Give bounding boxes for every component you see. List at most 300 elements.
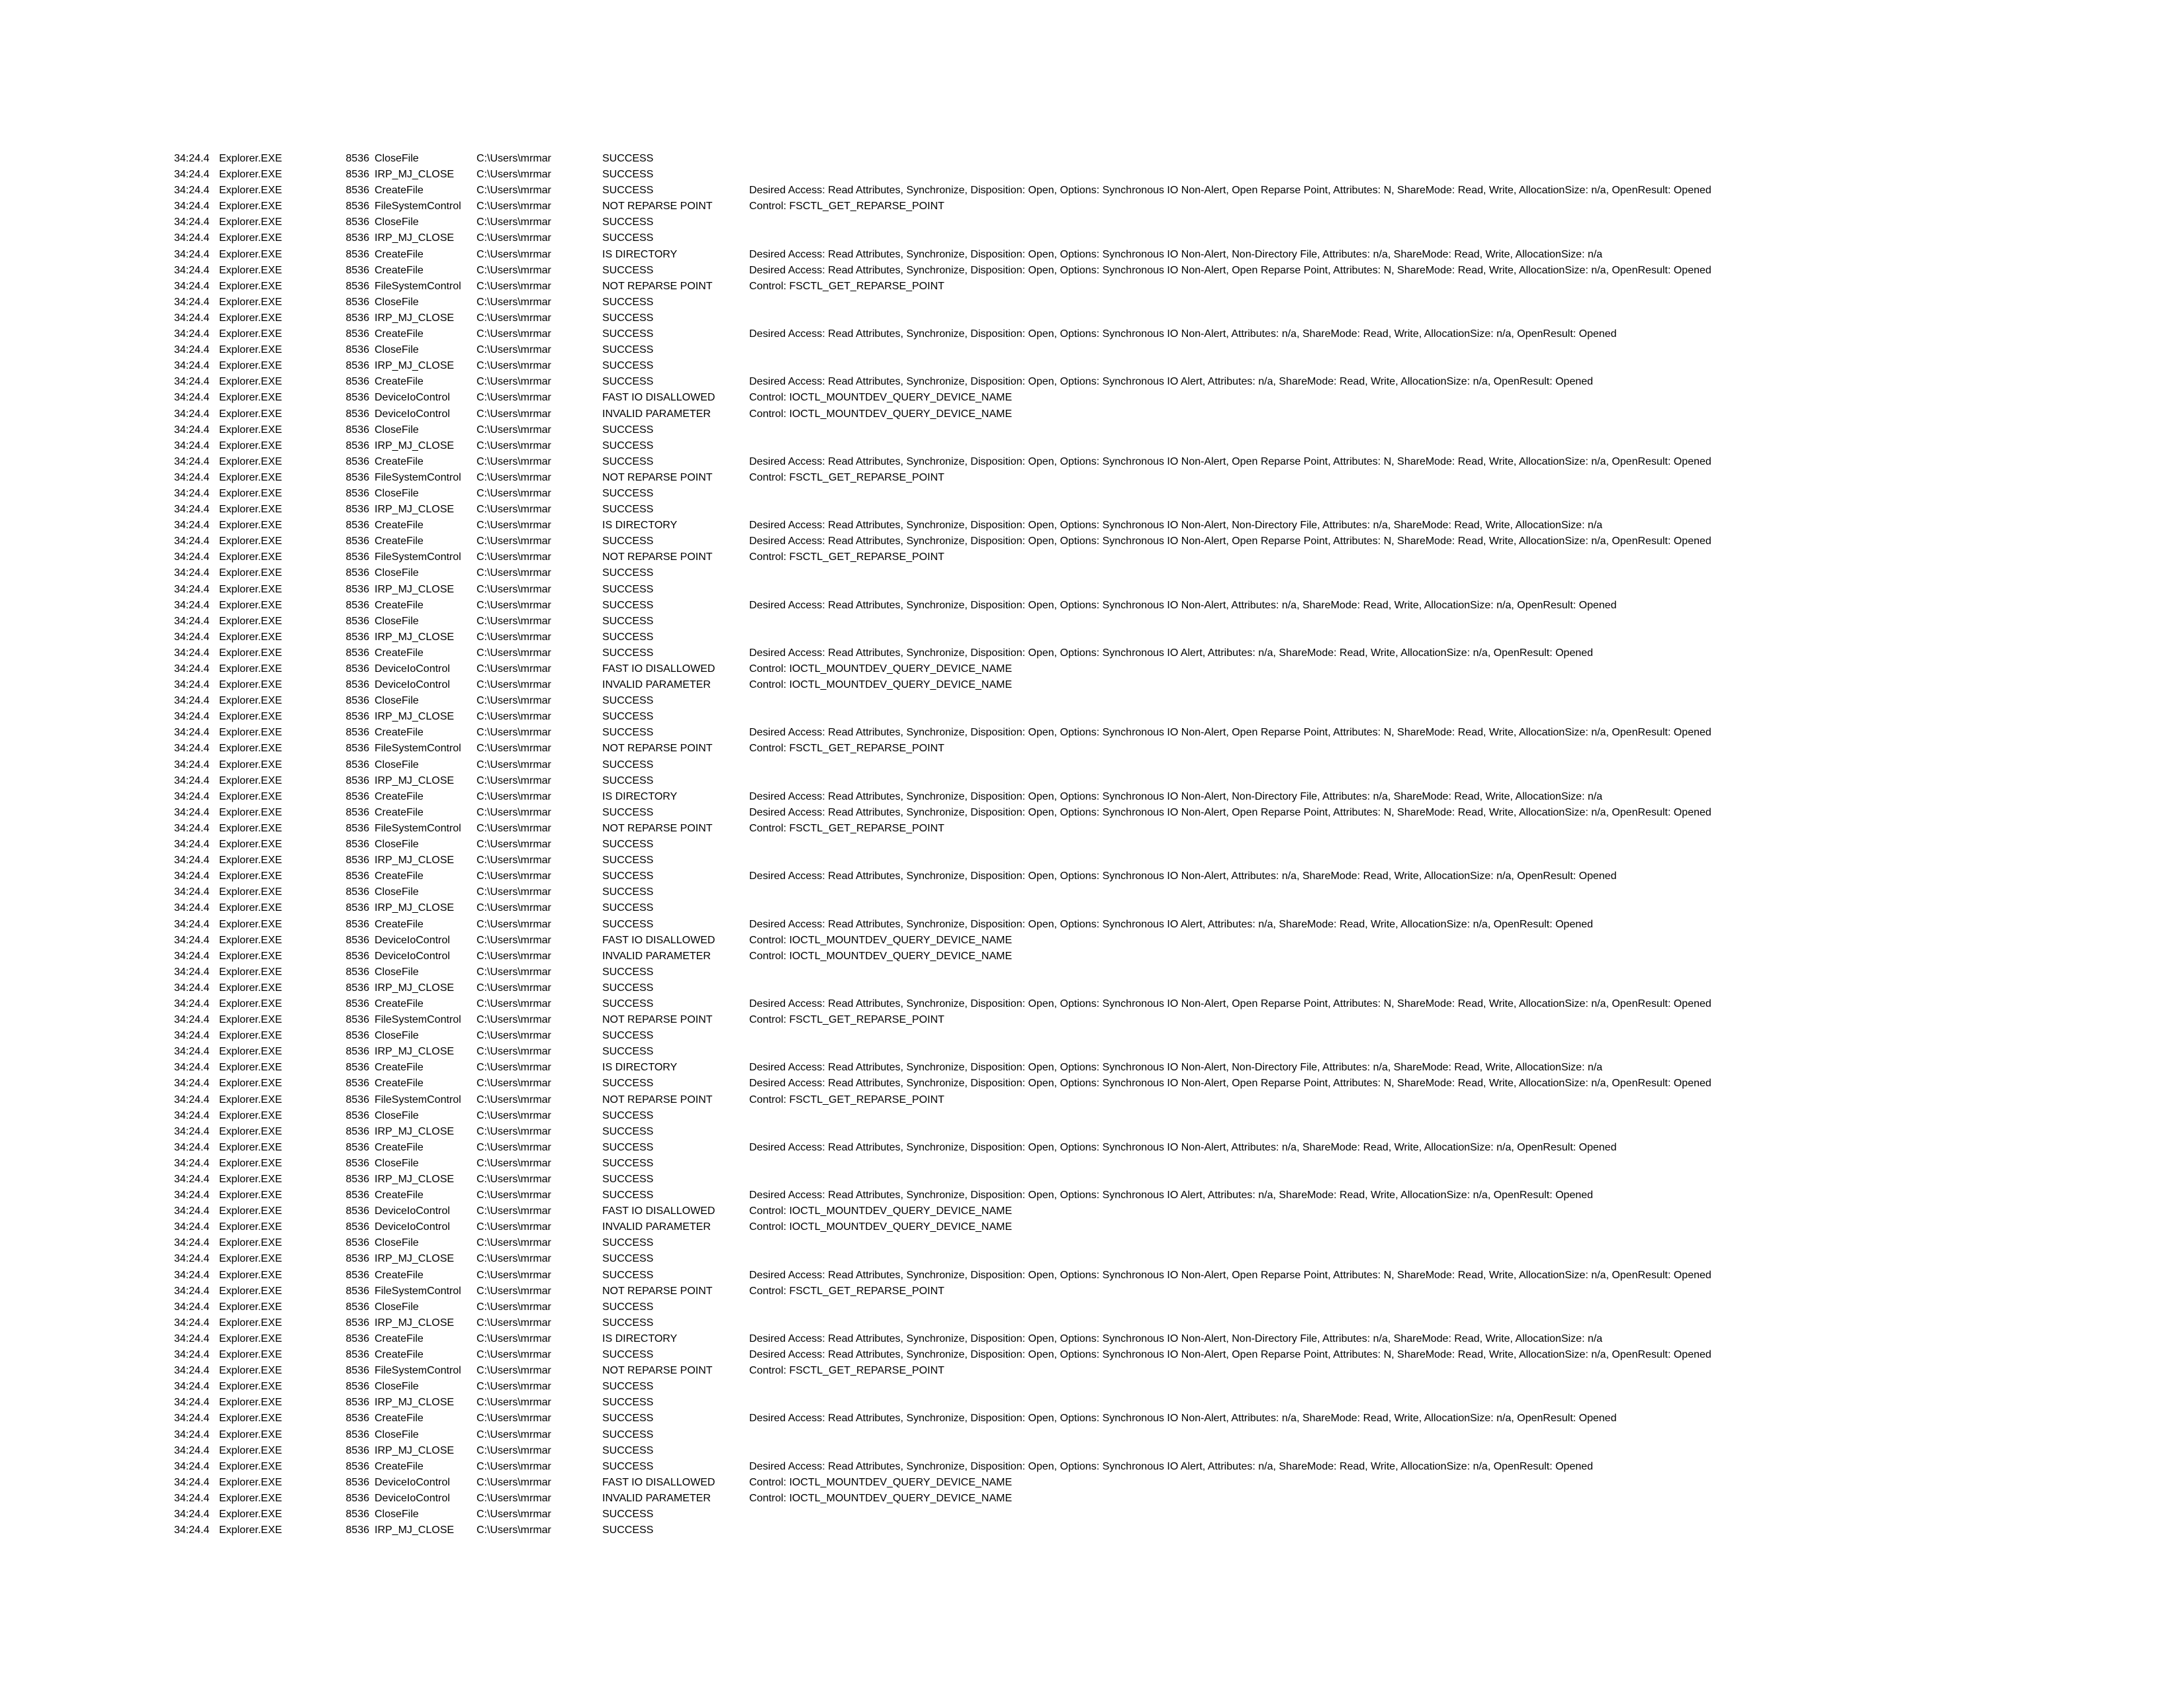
result-cell: SUCCESS <box>602 1157 654 1169</box>
operation-cell: CloseFile <box>375 1381 419 1393</box>
pid-cell: 8536 <box>345 1205 369 1217</box>
path-cell: C:\Users\mrmar <box>477 1078 551 1090</box>
path-cell: C:\Users\mrmar <box>477 982 551 994</box>
pid-cell: 8536 <box>345 376 369 388</box>
detail-cell <box>749 614 1808 630</box>
time-cell: 34:24.4 <box>174 408 210 420</box>
path-cell: C:\Users\mrmar <box>477 1333 551 1344</box>
path-cell: C:\Users\mrmar <box>477 280 551 292</box>
detail-cell: Desired Access: Read Attributes, Synchronize, Disposition: Open, Options: Synchronous IO Non-Alert, Open Reparse Point, Attributes: N, ShareMode: Read, Write, AllocationSize: n/a, OpenResult: Opened <box>749 1269 1711 1281</box>
time-cell: 34:24.4 <box>174 1381 210 1393</box>
path-cell: C:\Users\mrmar <box>477 185 551 197</box>
operation-cell: IRP_MJ_CLOSE <box>375 1174 455 1185</box>
time-cell: 34:24.4 <box>174 839 210 851</box>
result-cell: SUCCESS <box>602 567 654 579</box>
process-name-cell: Explorer.EXE <box>219 1046 283 1058</box>
operation-cell: CreateFile <box>375 536 424 547</box>
pid-cell: 8536 <box>345 1269 369 1281</box>
result-cell: SUCCESS <box>602 966 654 978</box>
time-cell: 34:24.4 <box>174 902 210 914</box>
pid-cell: 8536 <box>345 918 369 930</box>
operation-cell: CloseFile <box>375 567 419 579</box>
pid-cell: 8536 <box>345 1301 369 1313</box>
detail-cell: Desired Access: Read Attributes, Synchronize, Disposition: Open, Options: Synchronous IO Non-Alert, Open Reparse Point, Attributes: N, ShareMode: Read, Write, AllocationSize: n/a, OpenResult: Opened <box>749 1078 1711 1090</box>
path-cell: C:\Users\mrmar <box>477 870 551 882</box>
path-cell: C:\Users\mrmar <box>477 376 551 388</box>
log-row <box>174 1299 1808 1315</box>
path-cell: C:\Users\mrmar <box>477 966 551 978</box>
path-cell: C:\Users\mrmar <box>477 392 551 404</box>
result-cell: NOT REPARSE POINT <box>602 1285 713 1297</box>
operation-cell: CreateFile <box>375 1062 424 1074</box>
result-cell: INVALID PARAMETER <box>602 1221 711 1233</box>
path-cell: C:\Users\mrmar <box>477 918 551 930</box>
operation-cell: IRP_MJ_CLOSE <box>375 982 455 994</box>
time-cell: 34:24.4 <box>174 1349 210 1361</box>
pid-cell: 8536 <box>345 822 369 834</box>
operation-cell: DeviceIoControl <box>375 950 450 962</box>
log-row <box>174 1012 1808 1028</box>
detail-cell <box>749 1028 1808 1044</box>
result-cell: SUCCESS <box>602 1174 654 1185</box>
path-cell: C:\Users\mrmar <box>477 1413 551 1425</box>
detail-cell: Desired Access: Read Attributes, Synchronize, Disposition: Open, Options: Synchronous IO Non-Alert, Attributes: n/a, ShareMode: Read, Write, AllocationSize: n/a, OpenResult: Opened <box>749 599 1617 611</box>
log-row <box>174 853 1808 868</box>
pid-cell: 8536 <box>345 1429 369 1440</box>
path-cell: C:\Users\mrmar <box>477 727 551 739</box>
detail-cell: Control: FSCTL_GET_REPARSE_POINT <box>749 1014 944 1026</box>
result-cell: NOT REPARSE POINT <box>602 201 713 212</box>
time-cell: 34:24.4 <box>174 615 210 627</box>
pid-cell: 8536 <box>345 1524 369 1536</box>
operation-cell: CloseFile <box>375 344 419 356</box>
pid-cell: 8536 <box>345 312 369 324</box>
pid-cell: 8536 <box>345 1476 369 1488</box>
path-cell: C:\Users\mrmar <box>477 1317 551 1329</box>
result-cell: SUCCESS <box>602 998 654 1009</box>
operation-cell: FileSystemControl <box>375 1285 461 1297</box>
path-cell: C:\Users\mrmar <box>477 774 551 786</box>
operation-cell: CreateFile <box>375 185 424 197</box>
time-cell: 34:24.4 <box>174 1444 210 1456</box>
log-row <box>174 470 1808 486</box>
process-name-cell: Explorer.EXE <box>219 1030 283 1042</box>
time-cell: 34:24.4 <box>174 536 210 547</box>
path-cell: C:\Users\mrmar <box>477 1014 551 1026</box>
operation-cell: DeviceIoControl <box>375 663 450 675</box>
operation-cell: CreateFile <box>375 806 424 818</box>
path-cell: C:\Users\mrmar <box>477 679 551 691</box>
detail-cell <box>749 1395 1808 1411</box>
detail-cell: Desired Access: Read Attributes, Synchronize, Disposition: Open, Options: Synchronous IO Non-Alert, Attributes: n/a, ShareMode: Read, Write, AllocationSize: n/a, OpenResult: Opened <box>749 328 1617 340</box>
detail-cell: Control: IOCTL_MOUNTDEV_QUERY_DEVICE_NAME <box>749 1205 1013 1217</box>
time-cell: 34:24.4 <box>174 1046 210 1058</box>
result-cell: NOT REPARSE POINT <box>602 471 713 483</box>
pid-cell: 8536 <box>345 1237 369 1249</box>
process-name-cell: Explorer.EXE <box>219 727 283 739</box>
time-cell: 34:24.4 <box>174 886 210 898</box>
log-row <box>174 1203 1808 1219</box>
detail-cell: Control: FSCTL_GET_REPARSE_POINT <box>749 280 944 292</box>
operation-cell: CloseFile <box>375 886 419 898</box>
path-cell: C:\Users\mrmar <box>477 520 551 532</box>
pid-cell: 8536 <box>345 1078 369 1090</box>
path-cell: C:\Users\mrmar <box>477 822 551 834</box>
log-row <box>174 518 1808 534</box>
path-cell: C:\Users\mrmar <box>477 1190 551 1201</box>
process-name-cell: Explorer.EXE <box>219 1460 283 1472</box>
pid-cell: 8536 <box>345 934 369 946</box>
process-name-cell: Explorer.EXE <box>219 487 283 499</box>
detail-cell <box>749 1235 1808 1251</box>
result-cell: SUCCESS <box>602 185 654 197</box>
time-cell: 34:24.4 <box>174 1078 210 1090</box>
pid-cell: 8536 <box>345 1285 369 1297</box>
log-row <box>174 342 1808 358</box>
detail-cell <box>749 1251 1808 1267</box>
detail-cell: Control: FSCTL_GET_REPARSE_POINT <box>749 1094 944 1105</box>
operation-cell: CloseFile <box>375 966 419 978</box>
detail-cell <box>749 438 1808 454</box>
pid-cell: 8536 <box>345 727 369 739</box>
operation-cell: CloseFile <box>375 1429 419 1440</box>
result-cell: NOT REPARSE POINT <box>602 280 713 292</box>
log-row <box>174 374 1808 390</box>
result-cell: NOT REPARSE POINT <box>602 743 713 755</box>
process-name-cell: Explorer.EXE <box>219 902 283 914</box>
path-cell: C:\Users\mrmar <box>477 1365 551 1377</box>
time-cell: 34:24.4 <box>174 790 210 802</box>
log-row <box>174 326 1808 342</box>
operation-cell: CloseFile <box>375 695 419 707</box>
operation-cell: CreateFile <box>375 998 424 1009</box>
process-name-cell: Explorer.EXE <box>219 759 283 771</box>
log-row <box>174 773 1808 789</box>
path-cell: C:\Users\mrmar <box>477 551 551 563</box>
log-row <box>174 1523 1808 1538</box>
time-cell: 34:24.4 <box>174 264 210 276</box>
detail-cell <box>749 582 1808 598</box>
pid-cell: 8536 <box>345 1492 369 1504</box>
path-cell: C:\Users\mrmar <box>477 839 551 851</box>
detail-cell <box>749 1108 1808 1124</box>
time-cell: 34:24.4 <box>174 248 210 260</box>
process-name-cell: Explorer.EXE <box>219 392 283 404</box>
log-row <box>174 1060 1808 1076</box>
result-cell: SUCCESS <box>602 1125 654 1137</box>
result-cell: IS DIRECTORY <box>602 1062 678 1074</box>
process-name-cell: Explorer.EXE <box>219 376 283 388</box>
process-name-cell: Explorer.EXE <box>219 455 283 467</box>
detail-cell: Desired Access: Read Attributes, Synchronize, Disposition: Open, Options: Synchronous IO Non-Alert, Open Reparse Point, Attributes: N, ShareMode: Read, Write, AllocationSize: n/a, OpenResult: Opened <box>749 806 1711 818</box>
pid-cell: 8536 <box>345 982 369 994</box>
pid-cell: 8536 <box>345 1109 369 1121</box>
path-cell: C:\Users\mrmar <box>477 344 551 356</box>
pid-cell: 8536 <box>345 1125 369 1137</box>
detail-cell: Desired Access: Read Attributes, Synchronize, Disposition: Open, Options: Synchronous IO Non-Alert, Open Reparse Point, Attributes: N, ShareMode: Read, Write, AllocationSize: n/a, OpenResult: Opened <box>749 536 1711 547</box>
detail-cell <box>749 709 1808 725</box>
process-name-cell: Explorer.EXE <box>219 328 283 340</box>
detail-cell <box>749 837 1808 853</box>
log-row <box>174 1251 1808 1267</box>
path-cell: C:\Users\mrmar <box>477 567 551 579</box>
process-name-cell: Explorer.EXE <box>219 1365 283 1377</box>
time-cell: 34:24.4 <box>174 774 210 786</box>
log-row <box>174 358 1808 374</box>
time-cell: 34:24.4 <box>174 647 210 659</box>
detail-cell <box>749 1443 1808 1459</box>
time-cell: 34:24.4 <box>174 1317 210 1329</box>
process-name-cell: Explorer.EXE <box>219 790 283 802</box>
result-cell: SUCCESS <box>602 1508 654 1520</box>
operation-cell: IRP_MJ_CLOSE <box>375 1444 455 1456</box>
time-cell: 34:24.4 <box>174 982 210 994</box>
path-cell: C:\Users\mrmar <box>477 1524 551 1536</box>
pid-cell: 8536 <box>345 759 369 771</box>
operation-cell: IRP_MJ_CLOSE <box>375 1317 455 1329</box>
time-cell: 34:24.4 <box>174 376 210 388</box>
detail-cell: Desired Access: Read Attributes, Synchronize, Disposition: Open, Options: Synchronous IO Non-Alert, Open Reparse Point, Attributes: N, ShareMode: Read, Write, AllocationSize: n/a, OpenResult: Opened <box>749 264 1711 276</box>
pid-cell: 8536 <box>345 1221 369 1233</box>
process-name-cell: Explorer.EXE <box>219 408 283 420</box>
time-cell: 34:24.4 <box>174 631 210 643</box>
log-row <box>174 438 1808 454</box>
log-row <box>174 598 1808 614</box>
path-cell: C:\Users\mrmar <box>477 1125 551 1137</box>
pid-cell: 8536 <box>345 1333 369 1344</box>
log-row <box>174 789 1808 805</box>
operation-cell: CreateFile <box>375 1269 424 1281</box>
operation-cell: FileSystemControl <box>375 1014 461 1026</box>
log-table-body <box>174 151 1808 1538</box>
result-cell: SUCCESS <box>602 615 654 627</box>
log-row <box>174 933 1808 949</box>
pid-cell: 8536 <box>345 950 369 962</box>
process-name-cell: Explorer.EXE <box>219 264 283 276</box>
result-cell: SUCCESS <box>602 504 654 516</box>
path-cell: C:\Users\mrmar <box>477 1492 551 1504</box>
operation-cell: CloseFile <box>375 1301 419 1313</box>
detail-cell: Control: IOCTL_MOUNTDEV_QUERY_DEVICE_NAME <box>749 1476 1013 1488</box>
result-cell: SUCCESS <box>602 455 654 467</box>
path-cell: C:\Users\mrmar <box>477 1269 551 1281</box>
path-cell: C:\Users\mrmar <box>477 232 551 244</box>
operation-cell: IRP_MJ_CLOSE <box>375 1253 455 1265</box>
time-cell: 34:24.4 <box>174 153 210 164</box>
operation-cell: FileSystemControl <box>375 201 461 212</box>
path-cell: C:\Users\mrmar <box>477 855 551 867</box>
pid-cell: 8536 <box>345 679 369 691</box>
operation-cell: CreateFile <box>375 1078 424 1090</box>
result-cell: NOT REPARSE POINT <box>602 822 713 834</box>
process-name-cell: Explorer.EXE <box>219 344 283 356</box>
detail-cell <box>749 1156 1808 1172</box>
process-name-cell: Explorer.EXE <box>219 471 283 483</box>
log-row <box>174 279 1808 295</box>
detail-cell <box>749 358 1808 374</box>
operation-cell: CloseFile <box>375 216 419 228</box>
result-cell: SUCCESS <box>602 1190 654 1201</box>
path-cell: C:\Users\mrmar <box>477 647 551 659</box>
time-cell: 34:24.4 <box>174 1365 210 1377</box>
pid-cell: 8536 <box>345 1157 369 1169</box>
result-cell: IS DIRECTORY <box>602 790 678 802</box>
process-name-cell: Explorer.EXE <box>219 551 283 563</box>
process-name-cell: Explorer.EXE <box>219 216 283 228</box>
pid-cell: 8536 <box>345 344 369 356</box>
process-name-cell: Explorer.EXE <box>219 1253 283 1265</box>
time-cell: 34:24.4 <box>174 1492 210 1504</box>
detail-cell: Desired Access: Read Attributes, Synchronize, Disposition: Open, Options: Synchronous IO Non-Alert, Open Reparse Point, Attributes: N, ShareMode: Read, Write, AllocationSize: n/a, OpenResult: Opened <box>749 455 1711 467</box>
log-row <box>174 837 1808 853</box>
operation-cell: CloseFile <box>375 1508 419 1520</box>
result-cell: SUCCESS <box>602 1253 654 1265</box>
operation-cell: IRP_MJ_CLOSE <box>375 360 455 372</box>
process-name-cell: Explorer.EXE <box>219 1508 283 1520</box>
pid-cell: 8536 <box>345 902 369 914</box>
pid-cell: 8536 <box>345 424 369 436</box>
log-row <box>174 1028 1808 1044</box>
time-cell: 34:24.4 <box>174 822 210 834</box>
process-name-cell: Explorer.EXE <box>219 886 283 898</box>
operation-cell: CloseFile <box>375 487 419 499</box>
detail-cell <box>749 422 1808 438</box>
log-row <box>174 725 1808 741</box>
log-row <box>174 1443 1808 1459</box>
result-cell: SUCCESS <box>602 870 654 882</box>
path-cell: C:\Users\mrmar <box>477 1205 551 1217</box>
result-cell: SUCCESS <box>602 344 654 356</box>
detail-cell <box>749 502 1808 518</box>
process-name-cell: Explorer.EXE <box>219 185 283 197</box>
result-cell: SUCCESS <box>602 424 654 436</box>
detail-cell: Desired Access: Read Attributes, Synchronize, Disposition: Open, Options: Synchronous IO Non-Alert, Attributes: n/a, ShareMode: Read, Write, AllocationSize: n/a, OpenResult: Opened <box>749 1413 1617 1425</box>
path-cell: C:\Users\mrmar <box>477 1046 551 1058</box>
process-name-cell: Explorer.EXE <box>219 950 283 962</box>
result-cell: SUCCESS <box>602 328 654 340</box>
process-name-cell: Explorer.EXE <box>219 631 283 643</box>
pid-cell: 8536 <box>345 408 369 420</box>
operation-cell: IRP_MJ_CLOSE <box>375 504 455 516</box>
time-cell: 34:24.4 <box>174 759 210 771</box>
time-cell: 34:24.4 <box>174 328 210 340</box>
result-cell: SUCCESS <box>602 232 654 244</box>
operation-cell: IRP_MJ_CLOSE <box>375 1046 455 1058</box>
time-cell: 34:24.4 <box>174 1141 210 1153</box>
result-cell: IS DIRECTORY <box>602 520 678 532</box>
pid-cell: 8536 <box>345 870 369 882</box>
path-cell: C:\Users\mrmar <box>477 1476 551 1488</box>
log-row <box>174 1092 1808 1108</box>
result-cell: INVALID PARAMETER <box>602 408 711 420</box>
detail-cell: Control: IOCTL_MOUNTDEV_QUERY_DEVICE_NAME <box>749 679 1013 691</box>
process-name-cell: Explorer.EXE <box>219 1285 283 1297</box>
operation-cell: CreateFile <box>375 328 424 340</box>
time-cell: 34:24.4 <box>174 806 210 818</box>
operation-cell: IRP_MJ_CLOSE <box>375 1125 455 1137</box>
process-name-cell: Explorer.EXE <box>219 806 283 818</box>
log-row <box>174 199 1808 214</box>
operation-cell: FileSystemControl <box>375 743 461 755</box>
process-name-cell: Explorer.EXE <box>219 679 283 691</box>
detail-cell <box>749 214 1808 230</box>
operation-cell: DeviceIoControl <box>375 934 450 946</box>
operation-cell: FileSystemControl <box>375 1094 461 1105</box>
process-name-cell: Explorer.EXE <box>219 1014 283 1026</box>
operation-cell: CreateFile <box>375 727 424 739</box>
pid-cell: 8536 <box>345 328 369 340</box>
pid-cell: 8536 <box>345 583 369 595</box>
process-name-cell: Explorer.EXE <box>219 839 283 851</box>
operation-cell: IRP_MJ_CLOSE <box>375 1397 455 1409</box>
result-cell: SUCCESS <box>602 536 654 547</box>
operation-cell: IRP_MJ_CLOSE <box>375 711 455 723</box>
pid-cell: 8536 <box>345 839 369 851</box>
result-cell: INVALID PARAMETER <box>602 1492 711 1504</box>
log-row <box>174 502 1808 518</box>
result-cell: SUCCESS <box>602 376 654 388</box>
operation-cell: FileSystemControl <box>375 280 461 292</box>
result-cell: SUCCESS <box>602 918 654 930</box>
process-name-cell: Explorer.EXE <box>219 711 283 723</box>
process-name-cell: Explorer.EXE <box>219 695 283 707</box>
path-cell: C:\Users\mrmar <box>477 471 551 483</box>
detail-cell: Control: FSCTL_GET_REPARSE_POINT <box>749 1365 944 1377</box>
time-cell: 34:24.4 <box>174 169 210 181</box>
path-cell: C:\Users\mrmar <box>477 1285 551 1297</box>
process-name-cell: Explorer.EXE <box>219 934 283 946</box>
process-monitor-log-table <box>174 151 1808 1538</box>
process-name-cell: Explorer.EXE <box>219 1109 283 1121</box>
path-cell: C:\Users\mrmar <box>477 1030 551 1042</box>
operation-cell: CloseFile <box>375 615 419 627</box>
pid-cell: 8536 <box>345 743 369 755</box>
detail-cell <box>749 964 1808 980</box>
log-row <box>174 677 1808 693</box>
result-cell: SUCCESS <box>602 1141 654 1153</box>
result-cell: INVALID PARAMETER <box>602 679 711 691</box>
log-row <box>174 900 1808 916</box>
result-cell: SUCCESS <box>602 774 654 786</box>
time-cell: 34:24.4 <box>174 471 210 483</box>
detail-cell: Desired Access: Read Attributes, Synchronize, Disposition: Open, Options: Synchronous IO Non-Alert, Open Reparse Point, Attributes: N, ShareMode: Read, Write, AllocationSize: n/a, OpenResult: Opened <box>749 727 1711 739</box>
detail-cell <box>749 1379 1808 1395</box>
time-cell: 34:24.4 <box>174 504 210 516</box>
operation-cell: FileSystemControl <box>375 1365 461 1377</box>
detail-cell: Control: FSCTL_GET_REPARSE_POINT <box>749 201 944 212</box>
pid-cell: 8536 <box>345 599 369 611</box>
process-name-cell: Explorer.EXE <box>219 201 283 212</box>
path-cell: C:\Users\mrmar <box>477 264 551 276</box>
log-row <box>174 422 1808 438</box>
path-cell: C:\Users\mrmar <box>477 1397 551 1409</box>
log-row <box>174 390 1808 406</box>
detail-cell <box>749 486 1808 502</box>
operation-cell: FileSystemControl <box>375 822 461 834</box>
time-cell: 34:24.4 <box>174 1397 210 1409</box>
operation-cell: CreateFile <box>375 1190 424 1201</box>
process-name-cell: Explorer.EXE <box>219 504 283 516</box>
pid-cell: 8536 <box>345 1253 369 1265</box>
time-cell: 34:24.4 <box>174 727 210 739</box>
result-cell: SUCCESS <box>602 1524 654 1536</box>
process-name-cell: Explorer.EXE <box>219 1190 283 1201</box>
path-cell: C:\Users\mrmar <box>477 663 551 675</box>
result-cell: IS DIRECTORY <box>602 248 678 260</box>
pid-cell: 8536 <box>345 1508 369 1520</box>
result-cell: SUCCESS <box>602 631 654 643</box>
path-cell: C:\Users\mrmar <box>477 1508 551 1520</box>
